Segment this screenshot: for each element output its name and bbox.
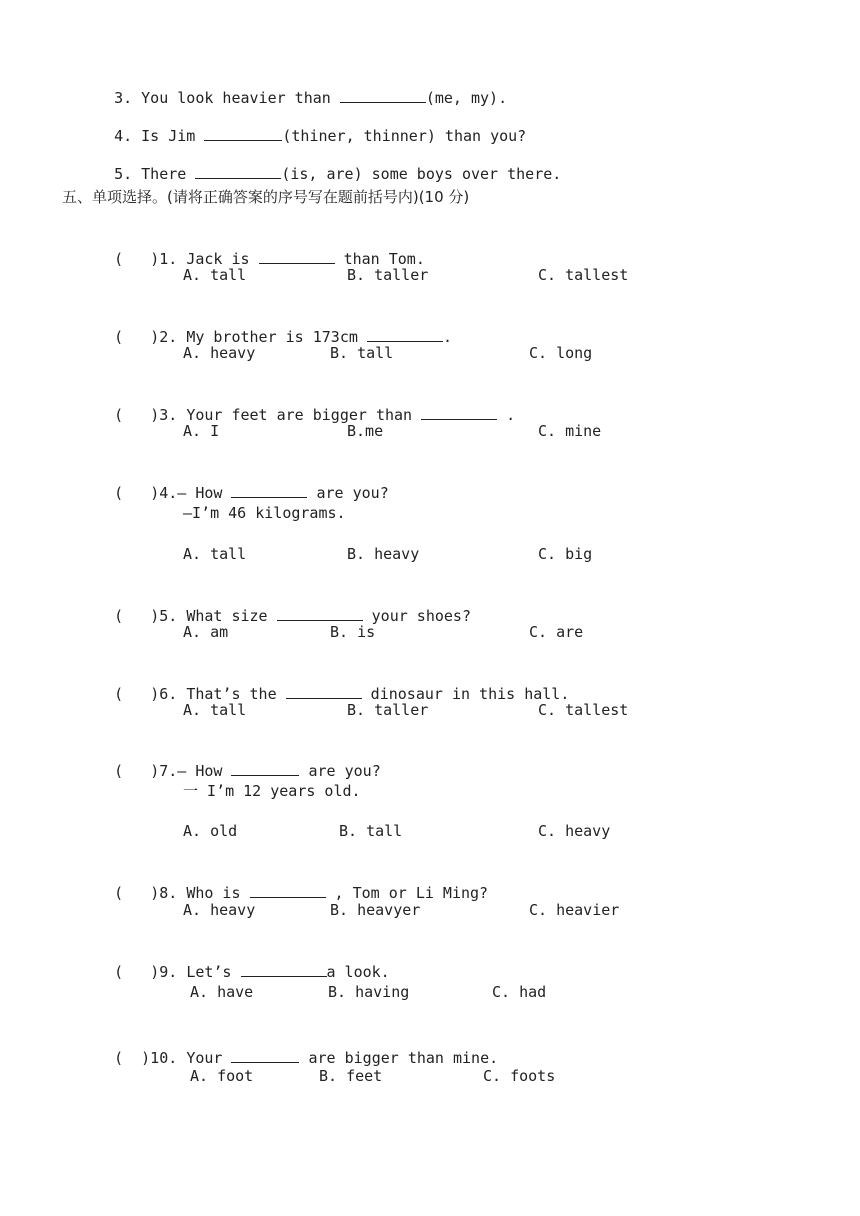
answer-blank[interactable] bbox=[195, 164, 281, 179]
option-c[interactable]: C. heavy bbox=[538, 822, 611, 840]
question-row bbox=[96, 586, 471, 626]
question-number: )7. bbox=[150, 762, 178, 780]
option-a[interactable]: A. heavy bbox=[183, 344, 256, 362]
option-a[interactable]: A. old bbox=[183, 822, 238, 840]
answer-paren[interactable]: ( bbox=[114, 328, 151, 346]
option-b[interactable]: B. heavy bbox=[347, 545, 420, 563]
option-b[interactable]: B. having bbox=[328, 983, 410, 1001]
answer-blank bbox=[241, 962, 327, 977]
answer-paren[interactable]: ( bbox=[114, 762, 151, 780]
question-row bbox=[96, 385, 515, 425]
answer-blank bbox=[231, 483, 307, 498]
option-c[interactable]: C. mine bbox=[538, 422, 602, 440]
option-b[interactable]: B.me bbox=[347, 422, 384, 440]
option-b[interactable]: B. tall bbox=[330, 344, 394, 362]
section-title: 五、单项选择。(请将正确答案的序号写在题前括号内)(10 分) bbox=[62, 188, 470, 206]
fill-item bbox=[96, 106, 526, 146]
answer-paren[interactable]: ( bbox=[114, 884, 151, 902]
question-text-after: , Tom or Li Ming? bbox=[325, 884, 489, 902]
question-text-before: My brother is 173cm bbox=[186, 328, 367, 346]
answer-blank bbox=[367, 327, 443, 342]
option-c[interactable]: C. tallest bbox=[538, 266, 629, 284]
option-c[interactable]: C. heavier bbox=[529, 901, 620, 919]
question-number: )4. bbox=[150, 484, 178, 502]
question-text-before: Your feet are bigger than bbox=[186, 406, 422, 424]
item-text-after: (thiner, thinner) than you? bbox=[282, 127, 527, 145]
option-a[interactable]: A. am bbox=[183, 623, 229, 641]
answer-blank bbox=[277, 606, 363, 621]
item-text-before: There bbox=[141, 165, 196, 183]
option-b[interactable]: B. taller bbox=[347, 701, 429, 719]
answer-blank[interactable] bbox=[340, 88, 426, 103]
answer-paren[interactable]: ( bbox=[114, 1049, 142, 1067]
question-text-after: a look. bbox=[326, 963, 390, 981]
option-a[interactable]: A. tall bbox=[183, 266, 247, 284]
item-number: 3. bbox=[114, 89, 133, 107]
question-text-before: What size bbox=[186, 607, 277, 625]
question-text-before: Let’s bbox=[186, 963, 241, 981]
item-text-before: You look heavier than bbox=[141, 89, 340, 107]
item-text-before: Is Jim bbox=[141, 127, 205, 145]
dialogue-answer: —I’m 46 kilograms. bbox=[183, 504, 346, 522]
question-row bbox=[96, 863, 488, 903]
question-text-after: dinosaur in this hall. bbox=[361, 685, 570, 703]
option-c[interactable]: C. are bbox=[529, 623, 584, 641]
option-b[interactable]: B. heavyer bbox=[330, 901, 421, 919]
option-c[interactable]: C. had bbox=[492, 983, 547, 1001]
question-text-after: are you? bbox=[307, 484, 389, 502]
option-c[interactable]: C. long bbox=[529, 344, 593, 362]
option-c[interactable]: C. foots bbox=[483, 1067, 556, 1085]
answer-paren[interactable]: ( bbox=[114, 963, 151, 981]
option-b[interactable]: B. feet bbox=[319, 1067, 383, 1085]
item-number: 5. bbox=[114, 165, 133, 183]
option-b[interactable]: B. tall bbox=[339, 822, 403, 840]
option-a[interactable]: A. have bbox=[190, 983, 254, 1001]
answer-blank bbox=[231, 761, 299, 776]
answer-blank bbox=[259, 249, 335, 264]
question-row bbox=[96, 1028, 498, 1068]
question-number: )5. bbox=[150, 607, 178, 625]
question-text-after: . bbox=[497, 406, 516, 424]
item-text-after: (is, are) some boys over there. bbox=[281, 165, 562, 183]
question-row bbox=[96, 307, 452, 347]
option-a[interactable]: A. I bbox=[183, 422, 220, 440]
answer-paren[interactable]: ( bbox=[114, 607, 151, 625]
fill-item bbox=[96, 68, 507, 108]
question-text-before: That’s the bbox=[186, 685, 286, 703]
answer-paren[interactable]: ( bbox=[114, 250, 151, 268]
option-c[interactable]: C. big bbox=[538, 545, 593, 563]
question-number: )9. bbox=[150, 963, 178, 981]
answer-paren[interactable]: ( bbox=[114, 484, 151, 502]
question-row bbox=[96, 942, 390, 982]
question-text-after: than Tom. bbox=[334, 250, 425, 268]
question-text-after: your shoes? bbox=[362, 607, 471, 625]
question-number: )8. bbox=[150, 884, 178, 902]
question-text-after: are you? bbox=[299, 762, 381, 780]
question-text-before: Who is bbox=[186, 884, 250, 902]
question-number: )6. bbox=[150, 685, 178, 703]
question-row bbox=[96, 229, 425, 269]
item-text-after: (me, my). bbox=[425, 89, 508, 107]
answer-blank bbox=[250, 883, 326, 898]
question-row bbox=[96, 463, 389, 503]
item-number: 4. bbox=[114, 127, 133, 145]
answer-blank bbox=[231, 1048, 299, 1063]
question-text-before: — How bbox=[177, 762, 232, 780]
question-text-after: are bigger than mine. bbox=[299, 1049, 499, 1067]
answer-blank[interactable] bbox=[204, 126, 282, 141]
option-a[interactable]: A. heavy bbox=[183, 901, 256, 919]
option-b[interactable]: B. taller bbox=[347, 266, 429, 284]
answer-blank bbox=[286, 684, 362, 699]
question-number: )3. bbox=[150, 406, 178, 424]
question-number: )2. bbox=[150, 328, 178, 346]
option-b[interactable]: B. is bbox=[330, 623, 376, 641]
answer-paren[interactable]: ( bbox=[114, 406, 151, 424]
question-text-before: Jack is bbox=[186, 250, 259, 268]
question-text-after: . bbox=[442, 328, 452, 346]
option-c[interactable]: C. tallest bbox=[538, 701, 629, 719]
option-a[interactable]: A. tall bbox=[183, 545, 247, 563]
dialogue-answer: 一 I’m 12 years old. bbox=[183, 782, 361, 800]
question-row bbox=[96, 741, 381, 781]
fill-item bbox=[96, 144, 561, 184]
question-text-before: Your bbox=[186, 1049, 232, 1067]
question-row bbox=[96, 664, 569, 704]
answer-paren[interactable]: ( bbox=[114, 685, 151, 703]
answer-blank bbox=[421, 405, 497, 420]
question-number: )10. bbox=[141, 1049, 178, 1067]
question-text-before: — How bbox=[177, 484, 232, 502]
question-number: )1. bbox=[150, 250, 178, 268]
option-a[interactable]: A. tall bbox=[183, 701, 247, 719]
option-a[interactable]: A. foot bbox=[190, 1067, 254, 1085]
